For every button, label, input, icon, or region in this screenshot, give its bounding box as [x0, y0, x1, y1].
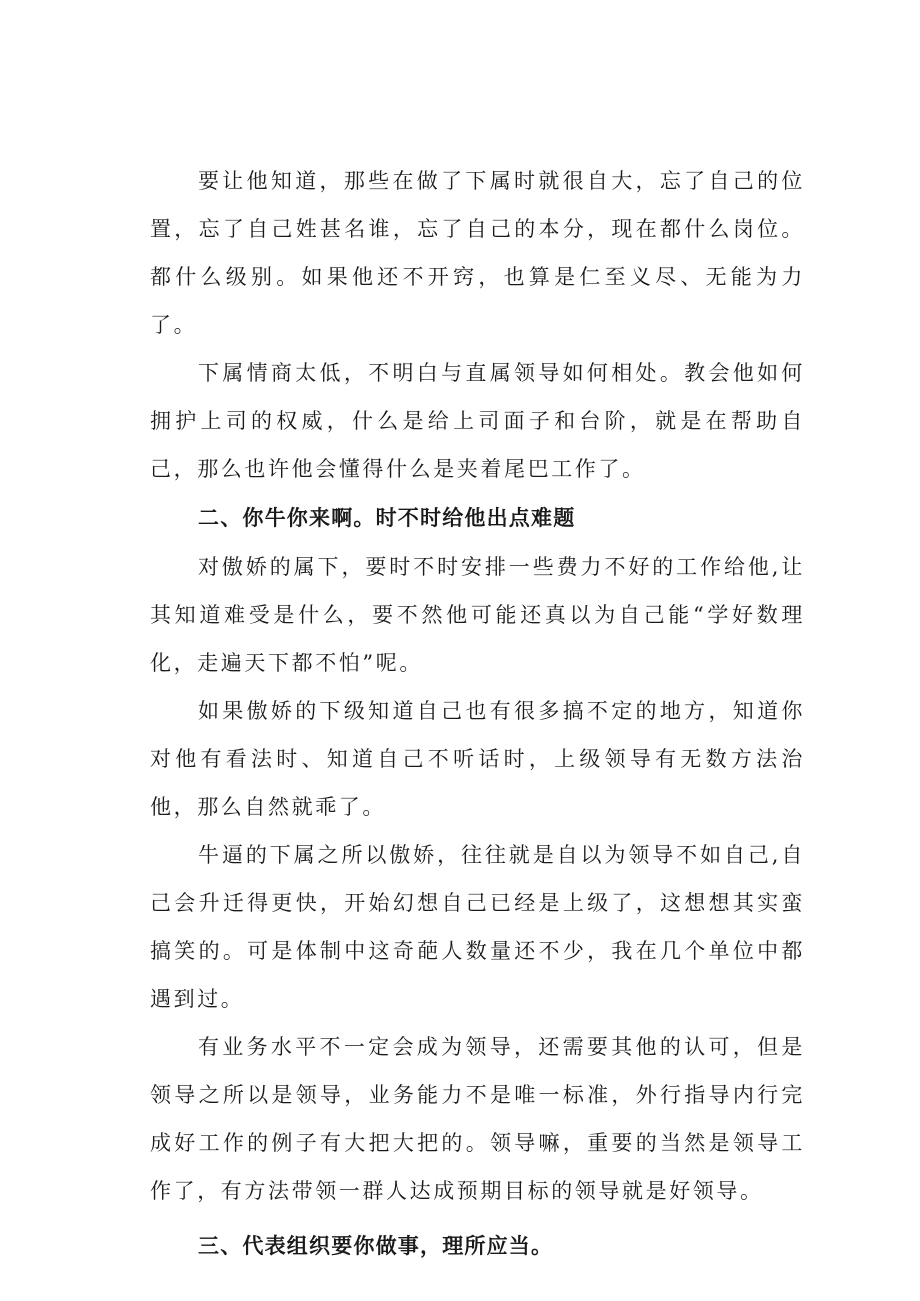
paragraph: 牛逼的下属之所以傲娇，往往就是自以为领导不如自己,自己会升迁得更快，开始幻想自己已经是上级了，这想想其实蛮搞笑的。可是体制中这奇葩人数量还不少，我在几个单位中都遇到过。 — [150, 843, 805, 1011]
document-page — [150, 157, 805, 1271]
section-heading: 二、你牛你来啊。时不时给他出点难题 — [198, 506, 576, 530]
paragraph: 对傲娇的属下，要时不时安排一些费力不好的工作给他,让其知道难受是什么，要不然他可能还真以为自己能“学好数理化，走遍天下都不怕”呢。 — [150, 555, 805, 675]
paragraph: 有业务水平不一定会成为领导，还需要其他的认可，但是领导之所以是领导，业务能力不是唯一标准，外行指导内行完成好工作的例子有大把大把的。领导嘛，重要的当然是领导工作了，有方法带领一群人达成预期目标的领导就是好领导。 — [150, 1035, 805, 1203]
paragraph: 如果傲娇的下级知道自己也有很多搞不定的地方，知道你对他有看法时、知道自己不听话时，上级领导有无数方法治他，那么自然就乖了。 — [150, 699, 805, 819]
paragraph: 下属情商太低，不明白与直属领导如何相处。教会他如何拥护上司的权威，什么是给上司面子和台阶，就是在帮助自己，那么也许他会懂得什么是夹着尾巴工作了。 — [150, 361, 805, 481]
paragraph: 要让他知道，那些在做了下属时就很自大，忘了自己的位置，忘了自己姓甚名谁，忘了自己的本分，现在都什么岗位。都什么级别。如果他还不开窍，也算是仁至义尽、无能为力了。 — [150, 169, 805, 337]
section-heading: 三、代表组织要你做事，理所应当。 — [198, 1234, 554, 1258]
